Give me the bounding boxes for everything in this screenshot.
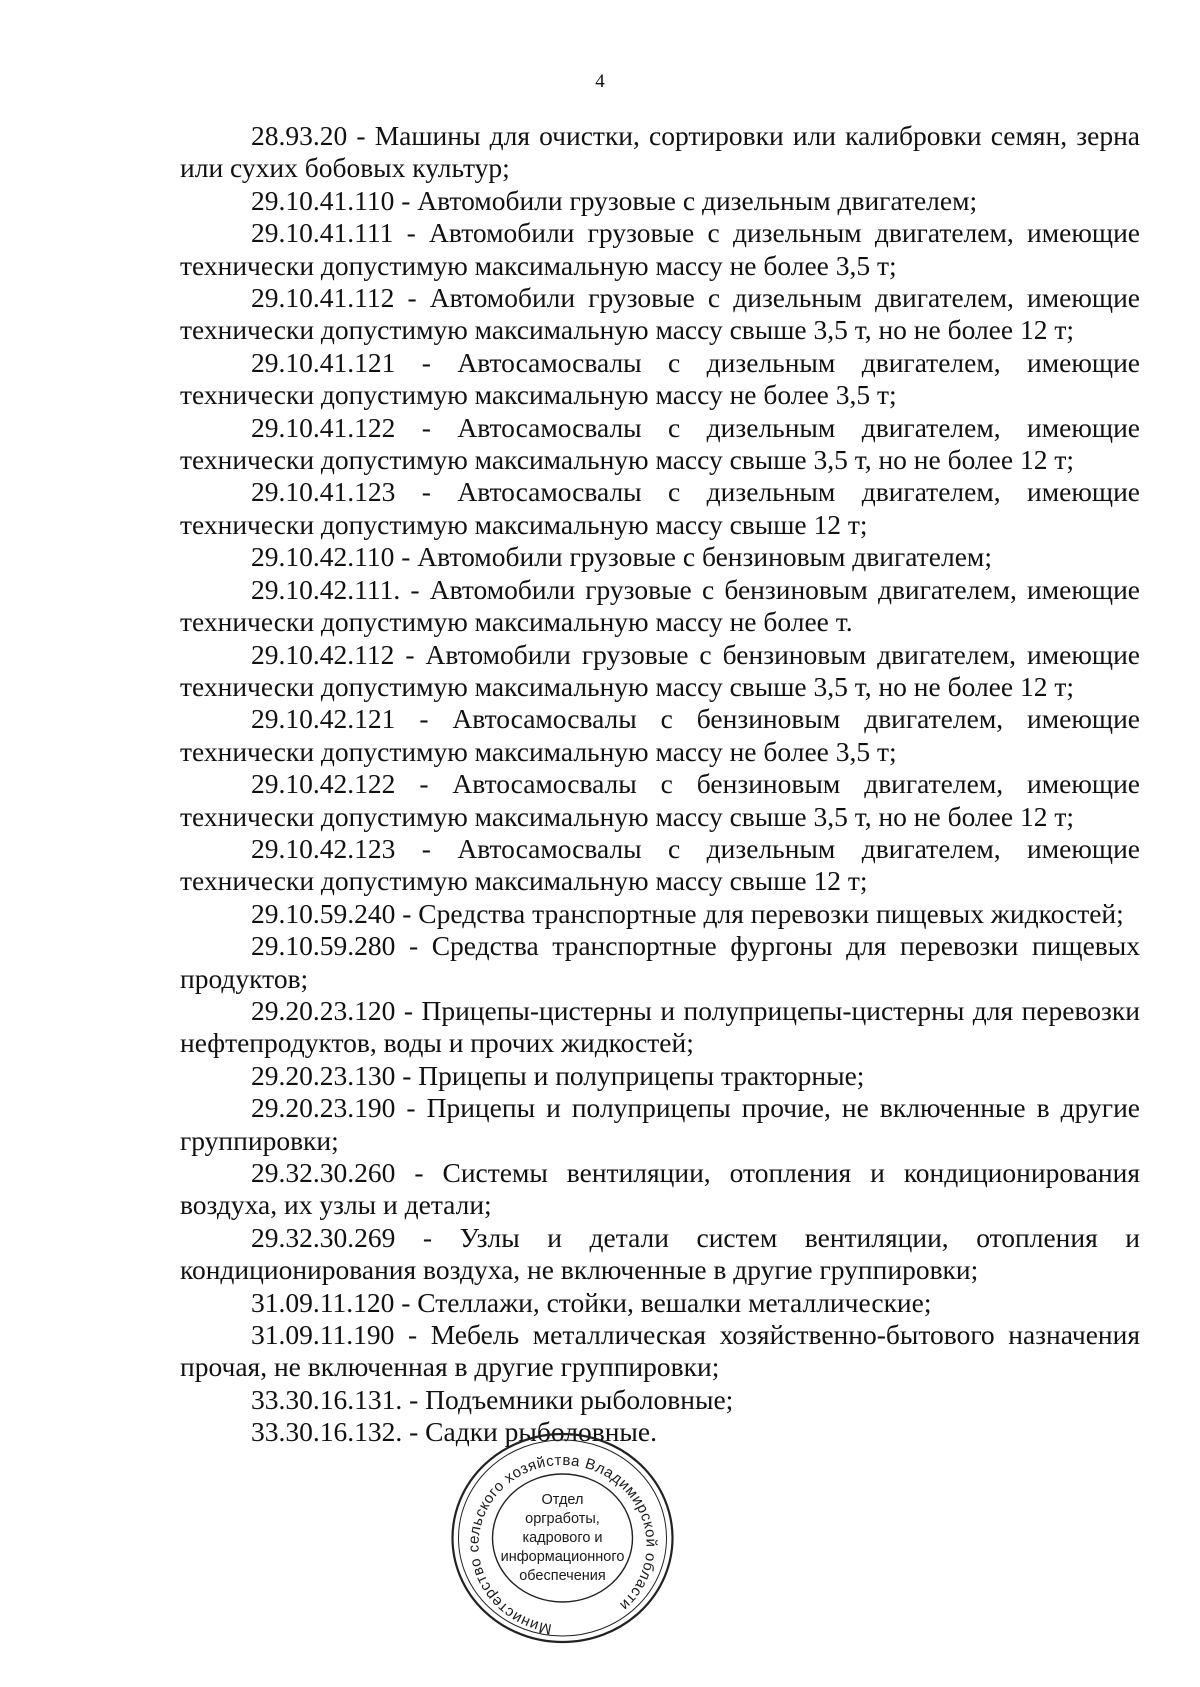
official-stamp bbox=[445, 1427, 680, 1649]
paragraph: 29.10.41.123 - Автосамосвалы с дизельным двигателем, имеющие технически допустимую максимальную массу свыше 12 т; bbox=[180, 476, 1140, 540]
paragraph: 29.10.42.123 - Автосамосвалы с дизельным двигателем, имеющие технически допустимую максимальную массу свыше 12 т; bbox=[180, 832, 1140, 897]
stamp-center-text bbox=[495, 1477, 630, 1599]
stamp-ring-text: Министерство сельского хозяйства Владимирской области bbox=[465, 1451, 660, 1638]
stamp-line: обеспечения bbox=[519, 1567, 606, 1584]
page-number: 4 bbox=[595, 71, 605, 92]
paragraph: 31.09.11.190 - Мебель металлическая хозяйственно-бытового назначения прочая, не включенная в другие группировки; bbox=[180, 1319, 1140, 1383]
paragraph: 29.32.30.260 - Системы вентиляции, отопления и кондиционирования воздуха, их узлы и детали; bbox=[180, 1157, 1140, 1221]
paragraph: 33.30.16.131. - Подъемники рыболовные; bbox=[251, 1383, 734, 1415]
paragraph: 29.10.42.111. - Автомобили грузовые с бензиновым двигателем, имеющие технически допустимую максимальную массу не более т. bbox=[180, 573, 1140, 638]
paragraph: 29.10.41.111 - Автомобили грузовые с дизельным двигателем, имеющие технически допустимую максимальную массу не более 3,5 т; bbox=[180, 217, 1140, 281]
paragraph: 31.09.11.120 - Стеллажи, стойки, вешалки металлические; bbox=[251, 1286, 932, 1318]
paragraph: 29.10.42.121 - Автосамосвалы с бензиновым двигателем, имеющие технически допустимую максимальную массу не более 3,5 т; bbox=[180, 703, 1140, 767]
paragraph: 29.20.23.190 - Прицепы и полуприцепы прочие, не включенные в другие группировки; bbox=[180, 1092, 1140, 1156]
paragraph: 29.10.41.112 - Автомобили грузовые с дизельным двигателем, имеющие технически допустимую максимальную массу свыше 3,5 т, но не более 12 т; bbox=[180, 282, 1140, 346]
document-body bbox=[180, 120, 1140, 1449]
paragraph: 29.10.42.122 - Автосамосвалы с бензиновым двигателем, имеющие технически допустимую максимальную массу свыше 3,5 т, но не более 12 т; bbox=[180, 768, 1140, 832]
paragraph: 29.10.41.121 - Автосамосвалы с дизельным двигателем, имеющие технически допустимую максимальную массу не более 3,5 т; bbox=[180, 346, 1140, 411]
paragraph: 29.20.23.120 - Прицепы-цистерны и полуприцепы-цистерны для перевозки нефтепродуктов, воды и прочих жидкостей; bbox=[180, 994, 1140, 1059]
paragraph: 33.30.16.132. - Садки рыболовные. bbox=[251, 1416, 657, 1448]
paragraph: 29.32.30.269 - Узлы и детали систем вентиляции, отопления и кондиционирования воздуха, не включенные в другие группировки; bbox=[180, 1221, 1140, 1286]
paragraph: 29.10.59.240 - Средства транспортные для перевозки пищевых жидкостей; bbox=[251, 897, 1124, 929]
paragraph: 29.10.59.280 - Средства транспортные фургоны для перевозки пищевых продуктов; bbox=[180, 930, 1140, 994]
paragraph: 29.10.41.122 - Автосамосвалы с дизельным двигателем, имеющие технически допустимую максимальную массу свыше 3,5 т, но не более 12 т; bbox=[180, 411, 1140, 476]
paragraph: 29.20.23.130 - Прицепы и полуприцепы тракторные; bbox=[251, 1059, 865, 1091]
paragraph: 29.10.42.110 - Автомобили грузовые с бензиновым двигателем; bbox=[251, 541, 992, 573]
stamp-line: информационного bbox=[500, 1548, 625, 1565]
paragraph: 29.10.42.112 - Автомобили грузовые с бензиновым двигателем, имеющие технически допустимую максимальную массу свыше 3,5 т, но не более 12 т; bbox=[180, 638, 1140, 702]
stamp-line: оргработы, bbox=[525, 1510, 600, 1527]
paragraph: 28.93.20 - Машины для очистки, сортировки или калибровки семян, зерна или сухих бобовых культур; bbox=[180, 120, 1140, 184]
paragraph: 29.10.41.110 - Автомобили грузовые с дизельным двигателем; bbox=[251, 184, 978, 216]
stamp-line: Отдел bbox=[541, 1491, 584, 1508]
stamp-line: кадрового и bbox=[522, 1529, 603, 1546]
